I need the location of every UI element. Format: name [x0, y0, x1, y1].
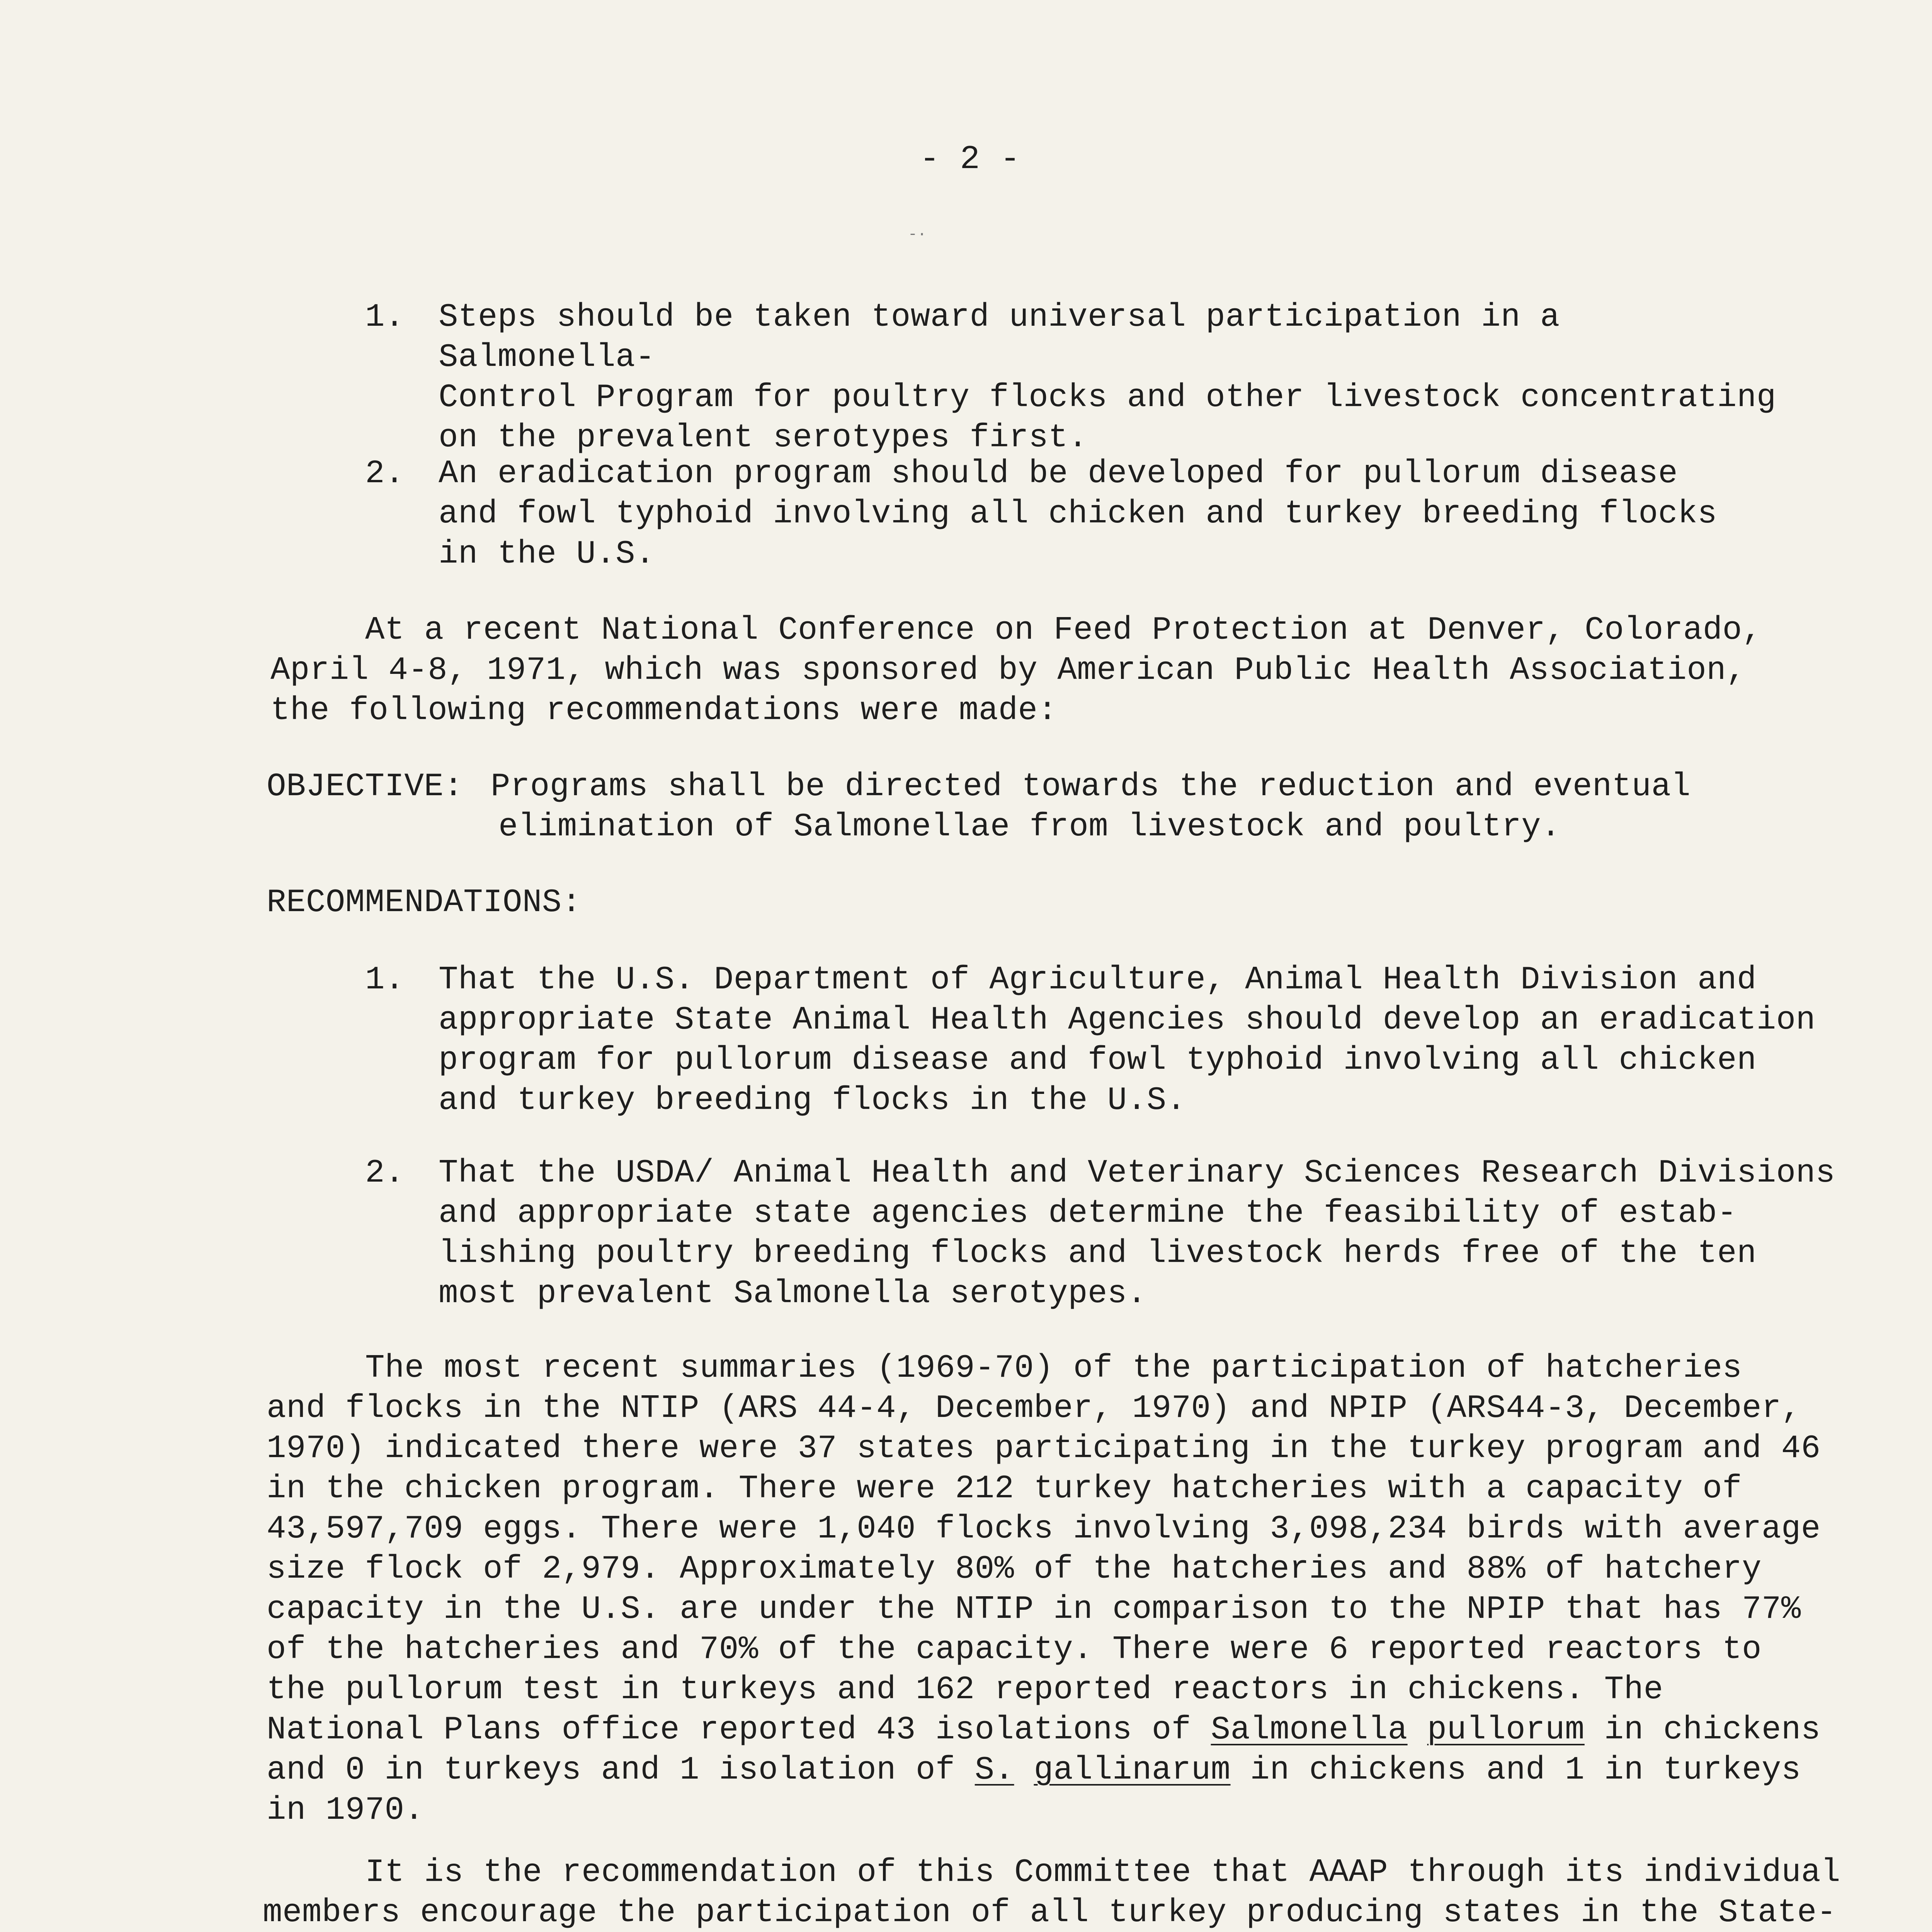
objective-label: OBJECTIVE:: [267, 769, 464, 805]
text-line: of the hatcheries and 70% of the capacity. There were 6 reported reactors to: [267, 1631, 1762, 1668]
recommendation-item-1: [365, 960, 1872, 1122]
text-line: in the U.S.: [439, 536, 655, 573]
text-line: 43,597,709 eggs. There were 1,040 flocks involving 3,098,234 birds with average: [267, 1511, 1821, 1548]
text-line: April 4-8, 1971, which was sponsored by American Public Health Association,: [270, 652, 1746, 689]
text-line: lishing poultry breeding flocks and livestock herds free of the ten: [439, 1235, 1757, 1272]
conference-paragraph: [270, 611, 1762, 731]
text-run: in chickens: [1584, 1712, 1821, 1748]
text-line: Programs shall be directed towards the reduction and eventual: [491, 769, 1691, 805]
text-run: [1014, 1752, 1034, 1789]
item-number: 1.: [365, 299, 405, 336]
text-run: National Plans office reported 43 isolations of: [267, 1712, 1211, 1748]
text-line: Steps should be taken toward universal participation in a Salmonella-: [439, 299, 1560, 376]
text-line: the pullorum test in turkeys and 162 reported reactors in chickens. The: [267, 1672, 1663, 1708]
recommendations-heading: RECOMMENDATIONS:: [267, 884, 582, 921]
text-run: [1408, 1712, 1427, 1748]
text-line: An eradication program should be developed for pullorum disease: [439, 456, 1678, 492]
text-line: on the prevalent serotypes first.: [439, 420, 1088, 456]
page-number: - 2 -: [920, 140, 1020, 178]
text-line: and fowl typhoid involving all chicken and turkey breeding flocks: [439, 496, 1718, 532]
text-line: the following recommendations were made:: [270, 692, 1058, 729]
recommendation-item-2: [365, 1153, 1872, 1316]
text-run: in chickens and 1 in turkeys: [1230, 1752, 1801, 1789]
item-number: 2.: [365, 456, 405, 492]
text-run: and 0 in turkeys and 1 isolation of: [267, 1752, 975, 1789]
committee-paragraph: [263, 1853, 1840, 1932]
text-line: That the USDA/ Animal Health and Veterinary Sciences Research Divisions: [439, 1155, 1835, 1192]
text-line: [267, 1710, 1821, 1750]
text-line: and appropriate state agencies determine the feasibility of estab-: [439, 1195, 1737, 1232]
species-name: pullorum: [1427, 1712, 1585, 1748]
text-line: It is the recommendation of this Committee that AAAP through its individual: [365, 1854, 1841, 1891]
ink-mark: -·: [908, 226, 927, 243]
summary-paragraph: [267, 1349, 1821, 1831]
item-number: 1.: [365, 962, 405, 998]
text-line: most prevalent Salmonella serotypes.: [439, 1276, 1147, 1312]
species-name: S.: [975, 1752, 1014, 1789]
text-line: in the chicken program. There were 212 turkey hatcheries with a capacity of: [267, 1471, 1742, 1507]
species-name: Salmonella: [1211, 1712, 1408, 1748]
text-line: size flock of 2,979. Approximately 80% of the hatcheries and 88% of hatchery: [267, 1551, 1762, 1588]
text-line: appropriate State Animal Health Agencies should develop an eradication: [439, 1002, 1816, 1039]
item-number: 2.: [365, 1155, 405, 1192]
text-line: capacity in the U.S. are under the NTIP in comparison to the NPIP that has 77%: [267, 1591, 1801, 1628]
text-line: That the U.S. Department of Agriculture, Animal Health Division and: [439, 962, 1757, 998]
text-line: program for pullorum disease and fowl typhoid involving all chicken: [439, 1042, 1757, 1079]
text-line: members encourage the participation of all turkey producing states in the State-: [263, 1895, 1837, 1931]
text-line: in 1970.: [267, 1792, 424, 1829]
text-line: At a recent National Conference on Feed Protection at Denver, Colorado,: [365, 612, 1762, 649]
text-line: Control Program for poultry flocks and other livestock concentrating: [439, 379, 1776, 416]
text-line: and turkey breeding flocks in the U.S.: [439, 1082, 1186, 1119]
species-name: gallinarum: [1034, 1752, 1231, 1789]
text-line: 1970) indicated there were 37 states participating in the turkey program and 46: [267, 1430, 1821, 1467]
intro-item-2: [365, 454, 1795, 578]
text-line: elimination of Salmonellae from livestock and poultry.: [498, 809, 1561, 845]
intro-item-1: [365, 298, 1795, 456]
text-line: The most recent summaries (1969-70) of the participation of hatcheries: [365, 1350, 1742, 1387]
text-line: [267, 1750, 1821, 1791]
text-line: and flocks in the NTIP (ARS 44-4, December, 1970) and NPIP (ARS44-3, December,: [267, 1390, 1801, 1427]
